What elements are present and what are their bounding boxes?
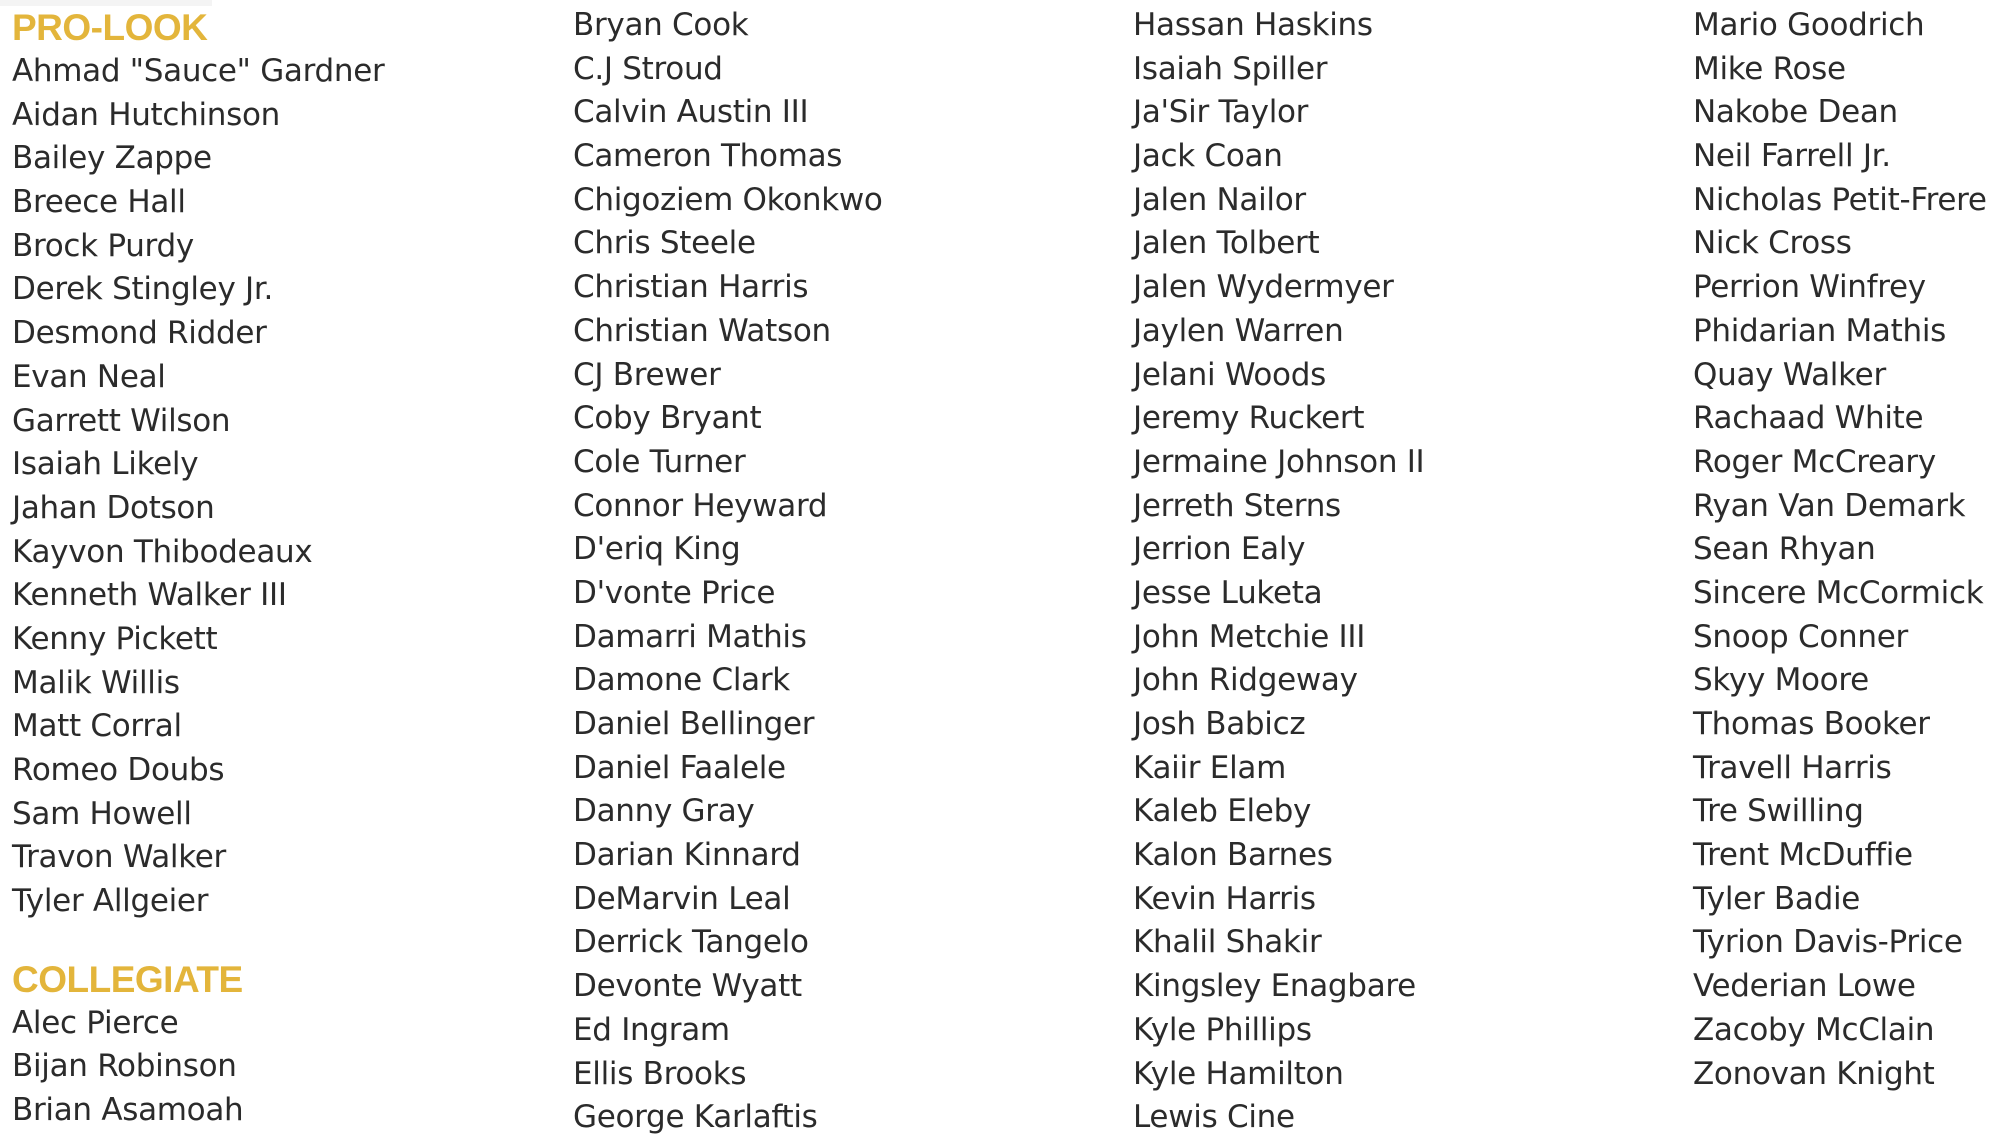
- player-name: Jermaine Johnson II: [1133, 443, 1425, 480]
- player-name: Zonovan Knight: [1693, 1055, 1935, 1092]
- player-name: Christian Harris: [573, 269, 809, 306]
- player-name: Jack Coan: [1133, 138, 1283, 175]
- player-name: Devonte Wyatt: [573, 968, 802, 1005]
- player-name: Kayvon Thibodeaux: [12, 533, 313, 570]
- player-name: Nicholas Petit-Frere: [1693, 181, 1987, 218]
- player-name: Nick Cross: [1693, 225, 1852, 262]
- player-name: Derrick Tangelo: [573, 924, 809, 961]
- player-name: Mario Goodrich: [1693, 7, 1925, 43]
- player-name: DeMarvin Leal: [573, 880, 791, 917]
- player-name: Coby Bryant: [573, 400, 762, 437]
- player-name: Daniel Bellinger: [573, 706, 815, 742]
- pro-look-list: [12, 50, 552, 924]
- player-name: Travon Walker: [12, 839, 226, 876]
- player-name: Desmond Ridder: [12, 315, 267, 352]
- player-name: Aidan Hutchinson: [12, 96, 281, 133]
- player-name: Matt Corral: [12, 708, 182, 745]
- player-name: Breece Hall: [12, 184, 186, 221]
- player-name: Tyler Allgeier: [12, 883, 209, 920]
- player-name: Zacoby McClain: [1693, 1011, 1935, 1048]
- player-name: Malik Willis: [12, 664, 180, 701]
- player-name: Thomas Booker: [1693, 706, 1930, 742]
- player-name: Daniel Faalele: [573, 749, 786, 786]
- player-name: Snoop Conner: [1693, 618, 1908, 655]
- player-name: Kalon Barnes: [1133, 837, 1333, 874]
- player-name: Vederian Lowe: [1693, 968, 1916, 1005]
- player-name: Evan Neal: [12, 358, 166, 395]
- player-name: Alec Pierce: [12, 1004, 179, 1041]
- player-name: Hassan Haskins: [1133, 7, 1373, 43]
- player-name: Kingsley Enagbare: [1133, 968, 1416, 1005]
- player-name: Quay Walker: [1693, 356, 1886, 393]
- player-name: Sean Rhyan: [1693, 531, 1876, 568]
- player-name: Darian Kinnard: [573, 837, 801, 874]
- player-name: Ja'Sir Taylor: [1133, 94, 1309, 131]
- player-name: Romeo Doubs: [12, 752, 225, 788]
- player-name: Damarri Mathis: [573, 618, 807, 655]
- player-name: Ahmad "Sauce" Gardner: [12, 53, 385, 89]
- player-name: Jesse Luketa: [1133, 574, 1323, 611]
- player-name: John Metchie III: [1133, 618, 1366, 655]
- player-name: Jalen Tolbert: [1133, 225, 1320, 262]
- player-name: C.J Stroud: [573, 50, 723, 87]
- collegiate-list-col3: [1133, 4, 1673, 1140]
- player-name: Trent McDuffie: [1693, 837, 1913, 874]
- column-2: [573, 0, 1113, 1140]
- player-name: Ed Ingram: [573, 1011, 730, 1048]
- player-name: Bijan Robinson: [12, 1048, 237, 1085]
- player-name: Khalil Shakir: [1133, 924, 1322, 961]
- player-name: Jaylen Warren: [1133, 312, 1344, 349]
- player-name: Rachaad White: [1693, 400, 1924, 437]
- player-name: Jahan Dotson: [12, 489, 215, 526]
- player-name: Kenneth Walker III: [12, 577, 287, 614]
- player-name: Chris Steele: [573, 225, 756, 262]
- collegiate-heading: COLLEGIATE: [12, 958, 243, 1000]
- collegiate-list-col4: [1693, 4, 2000, 1096]
- player-name: Cole Turner: [573, 443, 746, 480]
- player-name: Tyler Badie: [1693, 880, 1861, 917]
- column-1: [12, 0, 552, 1133]
- player-name: Christian Watson: [573, 312, 831, 349]
- player-name: Tre Swilling: [1693, 793, 1864, 830]
- column-3: [1133, 0, 1673, 1140]
- player-name: Jeremy Ruckert: [1133, 400, 1365, 437]
- collegiate-list-col1: [12, 1002, 552, 1133]
- player-name: Cameron Thomas: [573, 138, 843, 175]
- player-name: Jelani Woods: [1133, 356, 1326, 393]
- player-name: Danny Gray: [573, 793, 755, 830]
- player-name: Neil Farrell Jr.: [1693, 138, 1891, 175]
- player-name: Mike Rose: [1693, 50, 1846, 87]
- player-name: Kyle Hamilton: [1133, 1055, 1344, 1092]
- player-name: Isaiah Likely: [12, 446, 199, 483]
- player-name: D'vonte Price: [573, 574, 776, 611]
- player-name: Roger McCreary: [1693, 443, 1936, 480]
- player-name: George Karlaftis: [573, 1099, 818, 1136]
- player-name: Isaiah Spiller: [1133, 50, 1328, 87]
- player-name: D'eriq King: [573, 531, 741, 568]
- player-name: Chigoziem Okonkwo: [573, 181, 883, 218]
- player-name: Tyrion Davis-Price: [1693, 924, 1963, 961]
- player-name: Ryan Van Demark: [1693, 487, 1966, 524]
- player-name: Skyy Moore: [1693, 662, 1869, 699]
- player-name: Phidarian Mathis: [1693, 312, 1946, 349]
- player-name: Derek Stingley Jr.: [12, 271, 274, 308]
- player-name: Jerrion Ealy: [1133, 531, 1306, 568]
- player-name: Kaiir Elam: [1133, 749, 1286, 786]
- collegiate-list-col2: [573, 4, 1113, 1140]
- player-name: Kenny Pickett: [12, 620, 218, 657]
- player-name: Jalen Nailor: [1133, 181, 1306, 218]
- player-name: John Ridgeway: [1133, 662, 1358, 699]
- player-name: Sincere McCormick: [1693, 574, 1984, 611]
- player-name: Bryan Cook: [573, 7, 749, 43]
- player-name: Lewis Cine: [1133, 1099, 1295, 1136]
- player-name: Bailey Zappe: [12, 140, 212, 177]
- player-name: Travell Harris: [1693, 749, 1892, 786]
- player-name: Josh Babicz: [1133, 706, 1306, 742]
- player-name: Kaleb Eleby: [1133, 793, 1311, 830]
- player-name: Damone Clark: [573, 662, 790, 699]
- player-name: Jerreth Sterns: [1133, 487, 1341, 524]
- player-name: Brian Asamoah: [12, 1092, 244, 1129]
- column-4: [1693, 0, 2000, 1096]
- player-name: CJ Brewer: [573, 356, 721, 393]
- pro-look-heading: PRO-LOOK: [12, 7, 208, 48]
- player-name: Ellis Brooks: [573, 1055, 747, 1092]
- player-name: Kevin Harris: [1133, 880, 1316, 917]
- player-name: Calvin Austin III: [573, 94, 809, 131]
- player-name: Sam Howell: [12, 795, 192, 832]
- player-name: Kyle Phillips: [1133, 1011, 1312, 1048]
- player-name: Perrion Winfrey: [1693, 269, 1926, 306]
- player-name: Brock Purdy: [12, 227, 194, 264]
- player-name: Connor Heyward: [573, 487, 828, 524]
- player-name: Jalen Wydermyer: [1133, 269, 1394, 306]
- player-name: Nakobe Dean: [1693, 94, 1898, 131]
- player-name: Garrett Wilson: [12, 402, 231, 439]
